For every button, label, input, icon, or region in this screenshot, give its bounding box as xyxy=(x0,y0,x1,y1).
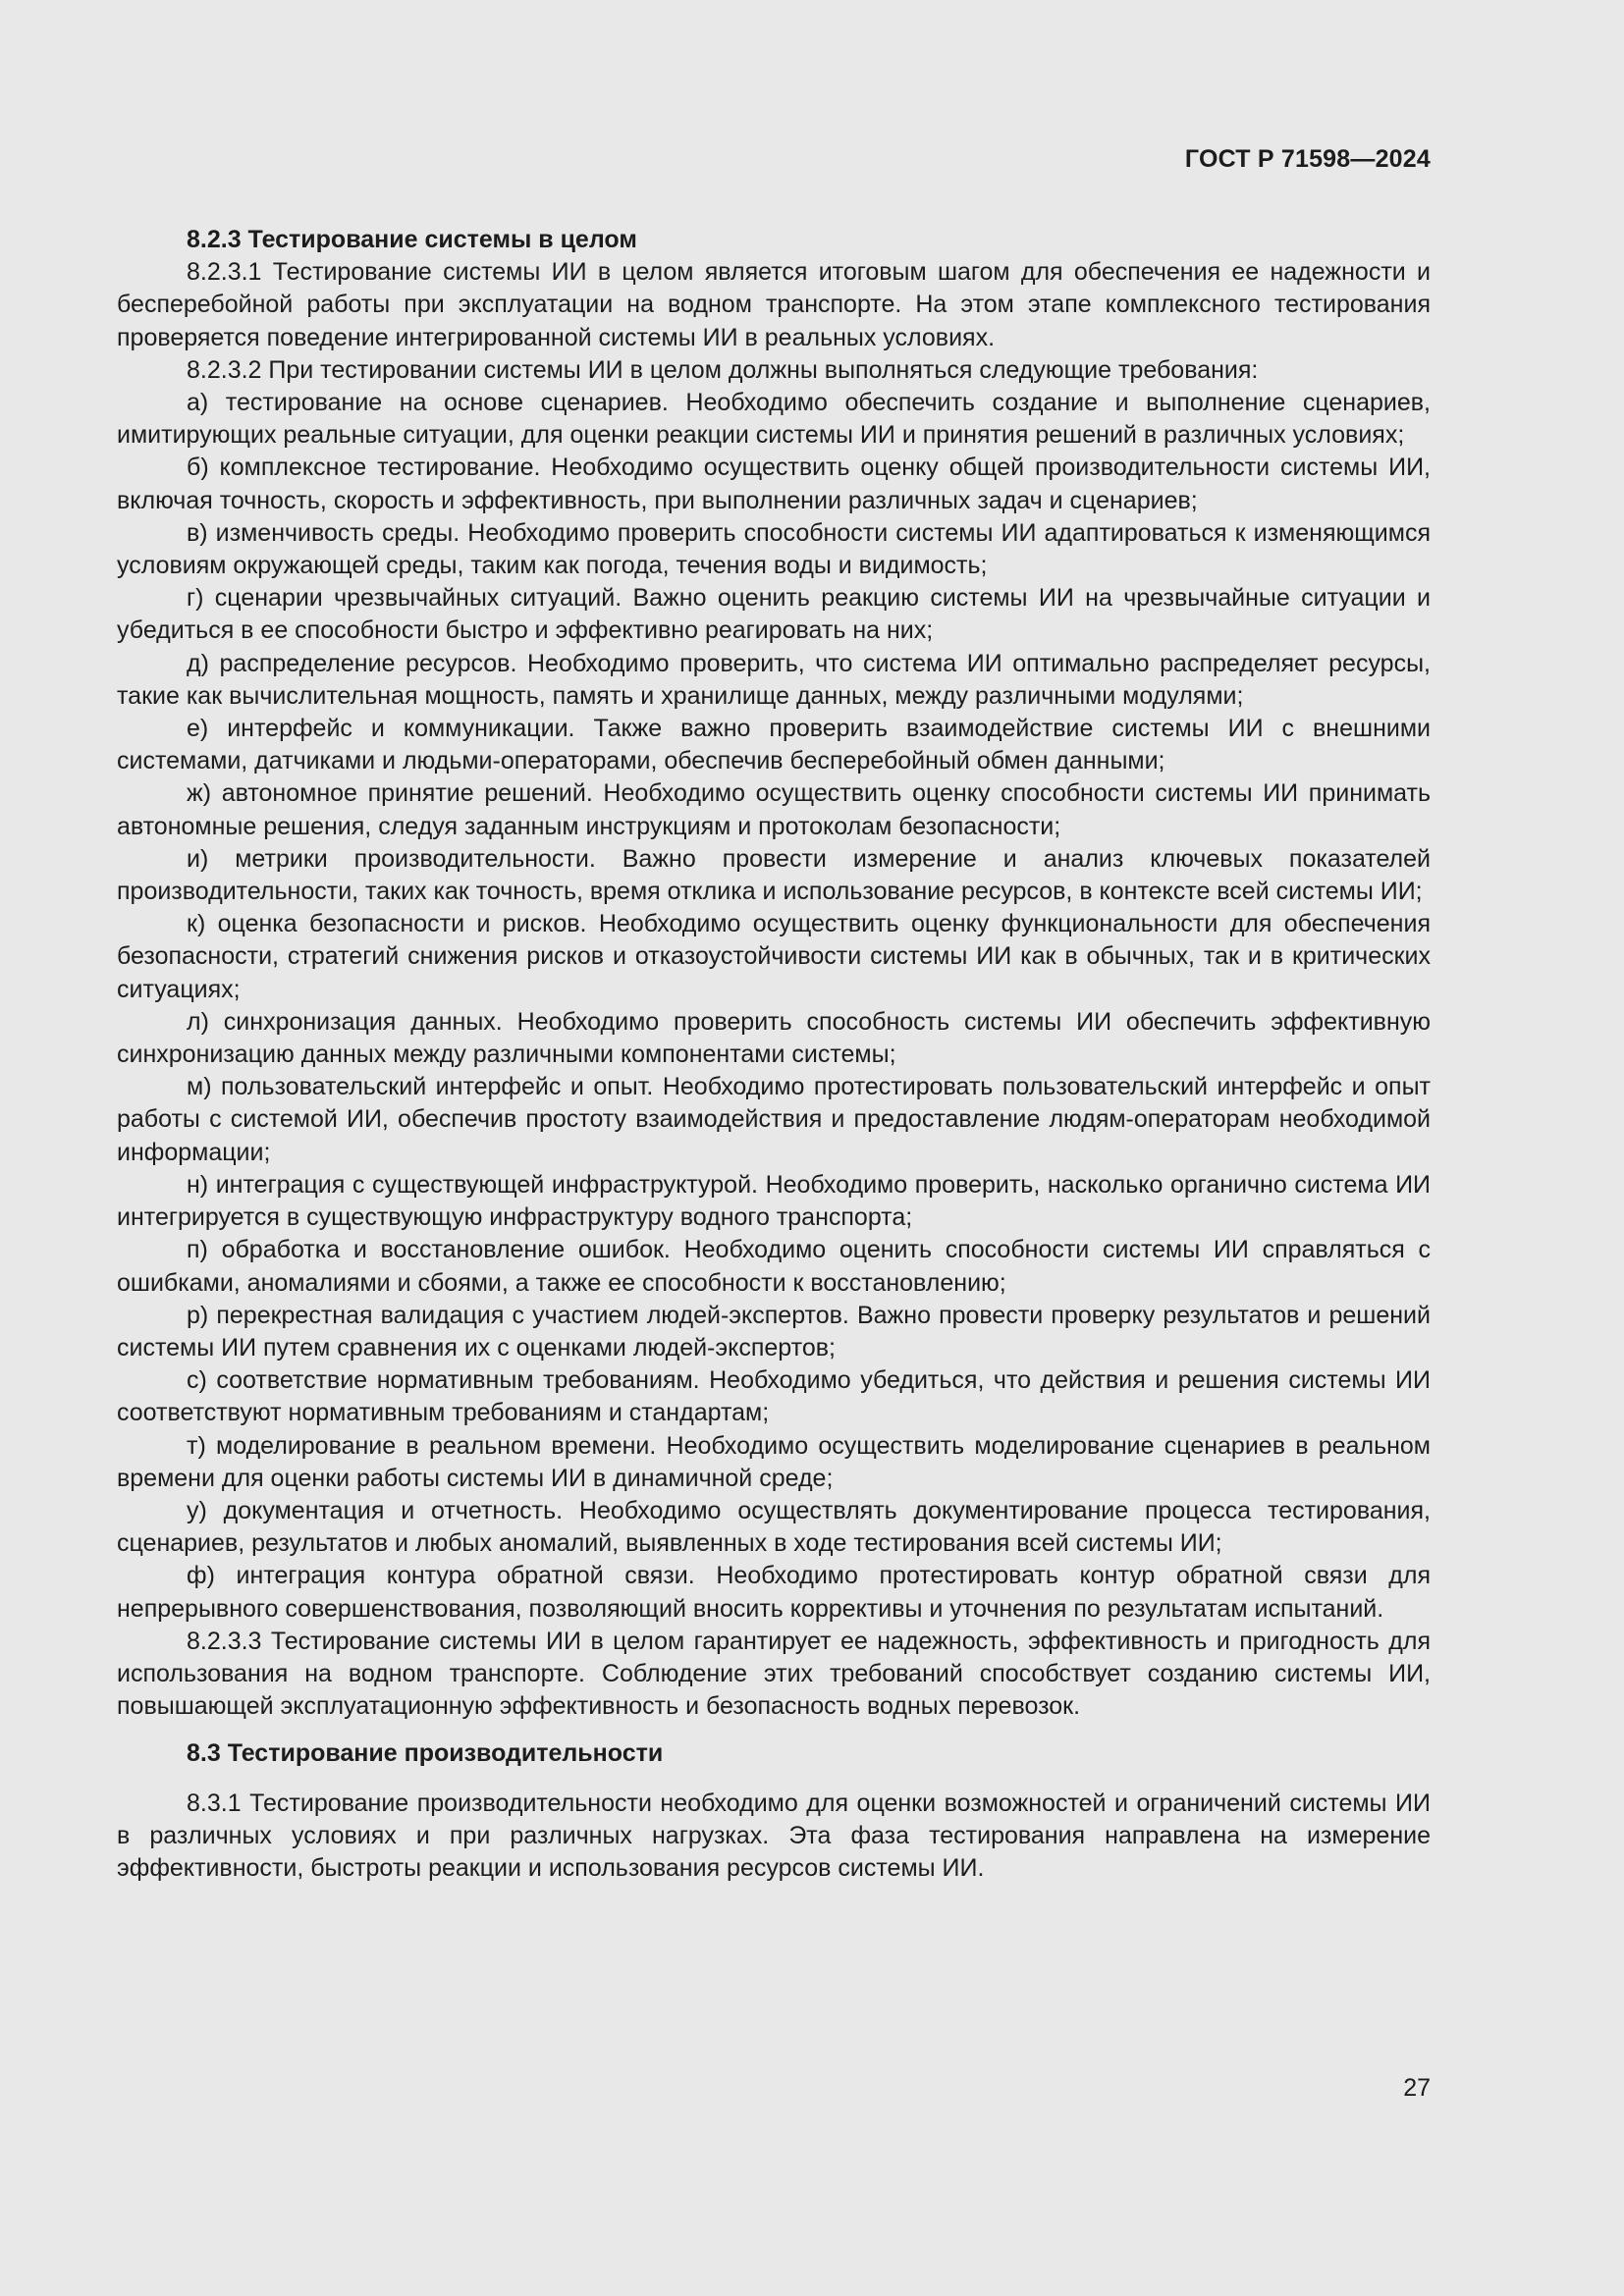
requirement-item-b: б) комплексное тестирование. Необходимо осуществить оценку общей производительности системы ИИ, включая точность, скорость и эффективность, при выполнении различных задач и сценариев; xyxy=(117,454,1431,514)
requirement-item-m: м) пользовательский интерфейс и опыт. Необходимо протестировать пользовательский интерфейс и опыт работы с системой ИИ, обеспечив простоту взаимодействия и предоставление людям-операторам необходимой информации; xyxy=(117,1073,1431,1166)
requirement-item-k: к) оценка безопасности и рисков. Необходимо осуществить оценку функциональности для обеспечения безопасности, стратегий снижения рисков и отказоустойчивости системы ИИ как в обычных, так и в критических ситуациях; xyxy=(117,910,1431,1003)
page-number: 27 xyxy=(1403,2074,1431,2102)
requirement-item-u: у) документация и отчетность. Необходимо осуществлять документирование процесса тестирования, сценариев, результатов и любых аномалий, выявленных в ходе тестирования всей системы ИИ; xyxy=(117,1496,1431,1558)
paragraph-8-2-3-3: 8.2.3.3 Тестирование системы ИИ в целом гарантирует ее надежность, эффективность и пригодность для использования на водном транспорте. Соблюдение этих требований способствует созданию системы ИИ, повышающей эксплуатационную эффективность и безопасность водных перевозок. xyxy=(117,1627,1431,1721)
requirement-item-s: с) соответствие нормативным требованиям. Необходимо убедиться, что действия и решения системы ИИ соответствуют нормативным требованиям и стандартам; xyxy=(117,1366,1431,1427)
page-body xyxy=(117,224,1431,1885)
paragraph-8-3-1: 8.3.1 Тестирование производительности необходимо для оценки возможностей и ограничений системы ИИ в различных условиях и при различных нагрузках. Эта фаза тестирования направлена на измерение эффективности, быстроты реакции и использования ресурсов системы ИИ. xyxy=(117,1789,1431,1882)
paragraph-8-2-3-1: 8.2.3.1 Тестирование системы ИИ в целом является итоговым шагом для обеспечения ее надежности и бесперебойной работы при эксплуатации на водном транспорте. На этом этапе комплексного тестирования проверяется поведение интегрированной системы ИИ в реальных условиях. xyxy=(117,258,1431,351)
requirement-item-t: т) моделирование в реальном времени. Необходимо осуществить моделирование сценариев в реальном времени для оценки работы системы ИИ в динамичной среде; xyxy=(117,1431,1431,1492)
section-heading-8-2-3: 8.2.3 Тестирование системы в целом xyxy=(187,226,637,253)
requirement-item-r: р) перекрестная валидация с участием людей-экспертов. Важно провести проверку результатов и решений системы ИИ путем сравнения их с оценками людей-экспертов; xyxy=(117,1301,1431,1362)
requirement-item-g: г) сценарии чрезвычайных ситуаций. Важно оценить реакцию системы ИИ на чрезвычайные ситуации и убедиться в ее способности быстро и эффективно реагировать на них; xyxy=(117,584,1431,645)
requirement-item-p: п) обработка и восстановление ошибок. Необходимо оценить способности системы ИИ справляться с ошибками, аномалиями и сбоями, а также ее способности к восстановлению; xyxy=(117,1236,1431,1297)
requirement-item-v: в) изменчивость среды. Необходимо проверить способности системы ИИ адаптироваться к изменяющимся условиям окружающей среды, таким как погода, течения воды и видимость; xyxy=(117,518,1431,580)
standard-id-header: ГОСТ Р 71598—2024 xyxy=(1184,145,1431,173)
requirement-item-i: и) метрики производительности. Важно провести измерение и анализ ключевых показателей производительности, таких как точность, время отклика и использование ресурсов, в контексте всей системы ИИ; xyxy=(117,844,1431,906)
requirement-item-e: е) интерфейс и коммуникации. Также важно проверить взаимодействие системы ИИ с внешними системами, датчиками и людьми-операторами, обеспечив бесперебойный обмен данными; xyxy=(117,715,1431,775)
requirement-item-n: н) интеграция с существующей инфраструктурой. Необходимо проверить, насколько органично система ИИ интегрируется в существующую инфраструктуру водного транспорта; xyxy=(117,1170,1431,1232)
requirement-item-zh: ж) автономное принятие решений. Необходимо осуществить оценку способности системы ИИ принимать автономные решения, следуя заданным инструкциям и протоколам безопасности; xyxy=(117,779,1431,840)
section-heading-8-3: 8.3 Тестирование производительности xyxy=(187,1739,664,1768)
requirement-item-f: ф) интеграция контура обратной связи. Необходимо протестировать контур обратной связи для непрерывного совершенствования, позволяющий вносить коррективы и уточнения по результатам испытаний. xyxy=(117,1562,1431,1623)
paragraph-8-2-3-2: 8.2.3.2 При тестировании системы ИИ в целом должны выполняться следующие требования: xyxy=(187,355,1259,384)
requirement-item-a: а) тестирование на основе сценариев. Необходимо обеспечить создание и выполнение сценариев, имитирующих реальные ситуации, для оценки реакции системы ИИ и принятия решений в различных условиях; xyxy=(117,389,1431,450)
requirement-item-d: д) распределение ресурсов. Необходимо проверить, что система ИИ оптимально распределяет ресурсы, такие как вычислительная мощность, память и хранилище данных, между различными модулями; xyxy=(117,649,1431,710)
requirement-item-l: л) синхронизация данных. Необходимо проверить способность системы ИИ обеспечить эффективную синхронизацию данных между различными компонентами системы; xyxy=(117,1007,1431,1069)
